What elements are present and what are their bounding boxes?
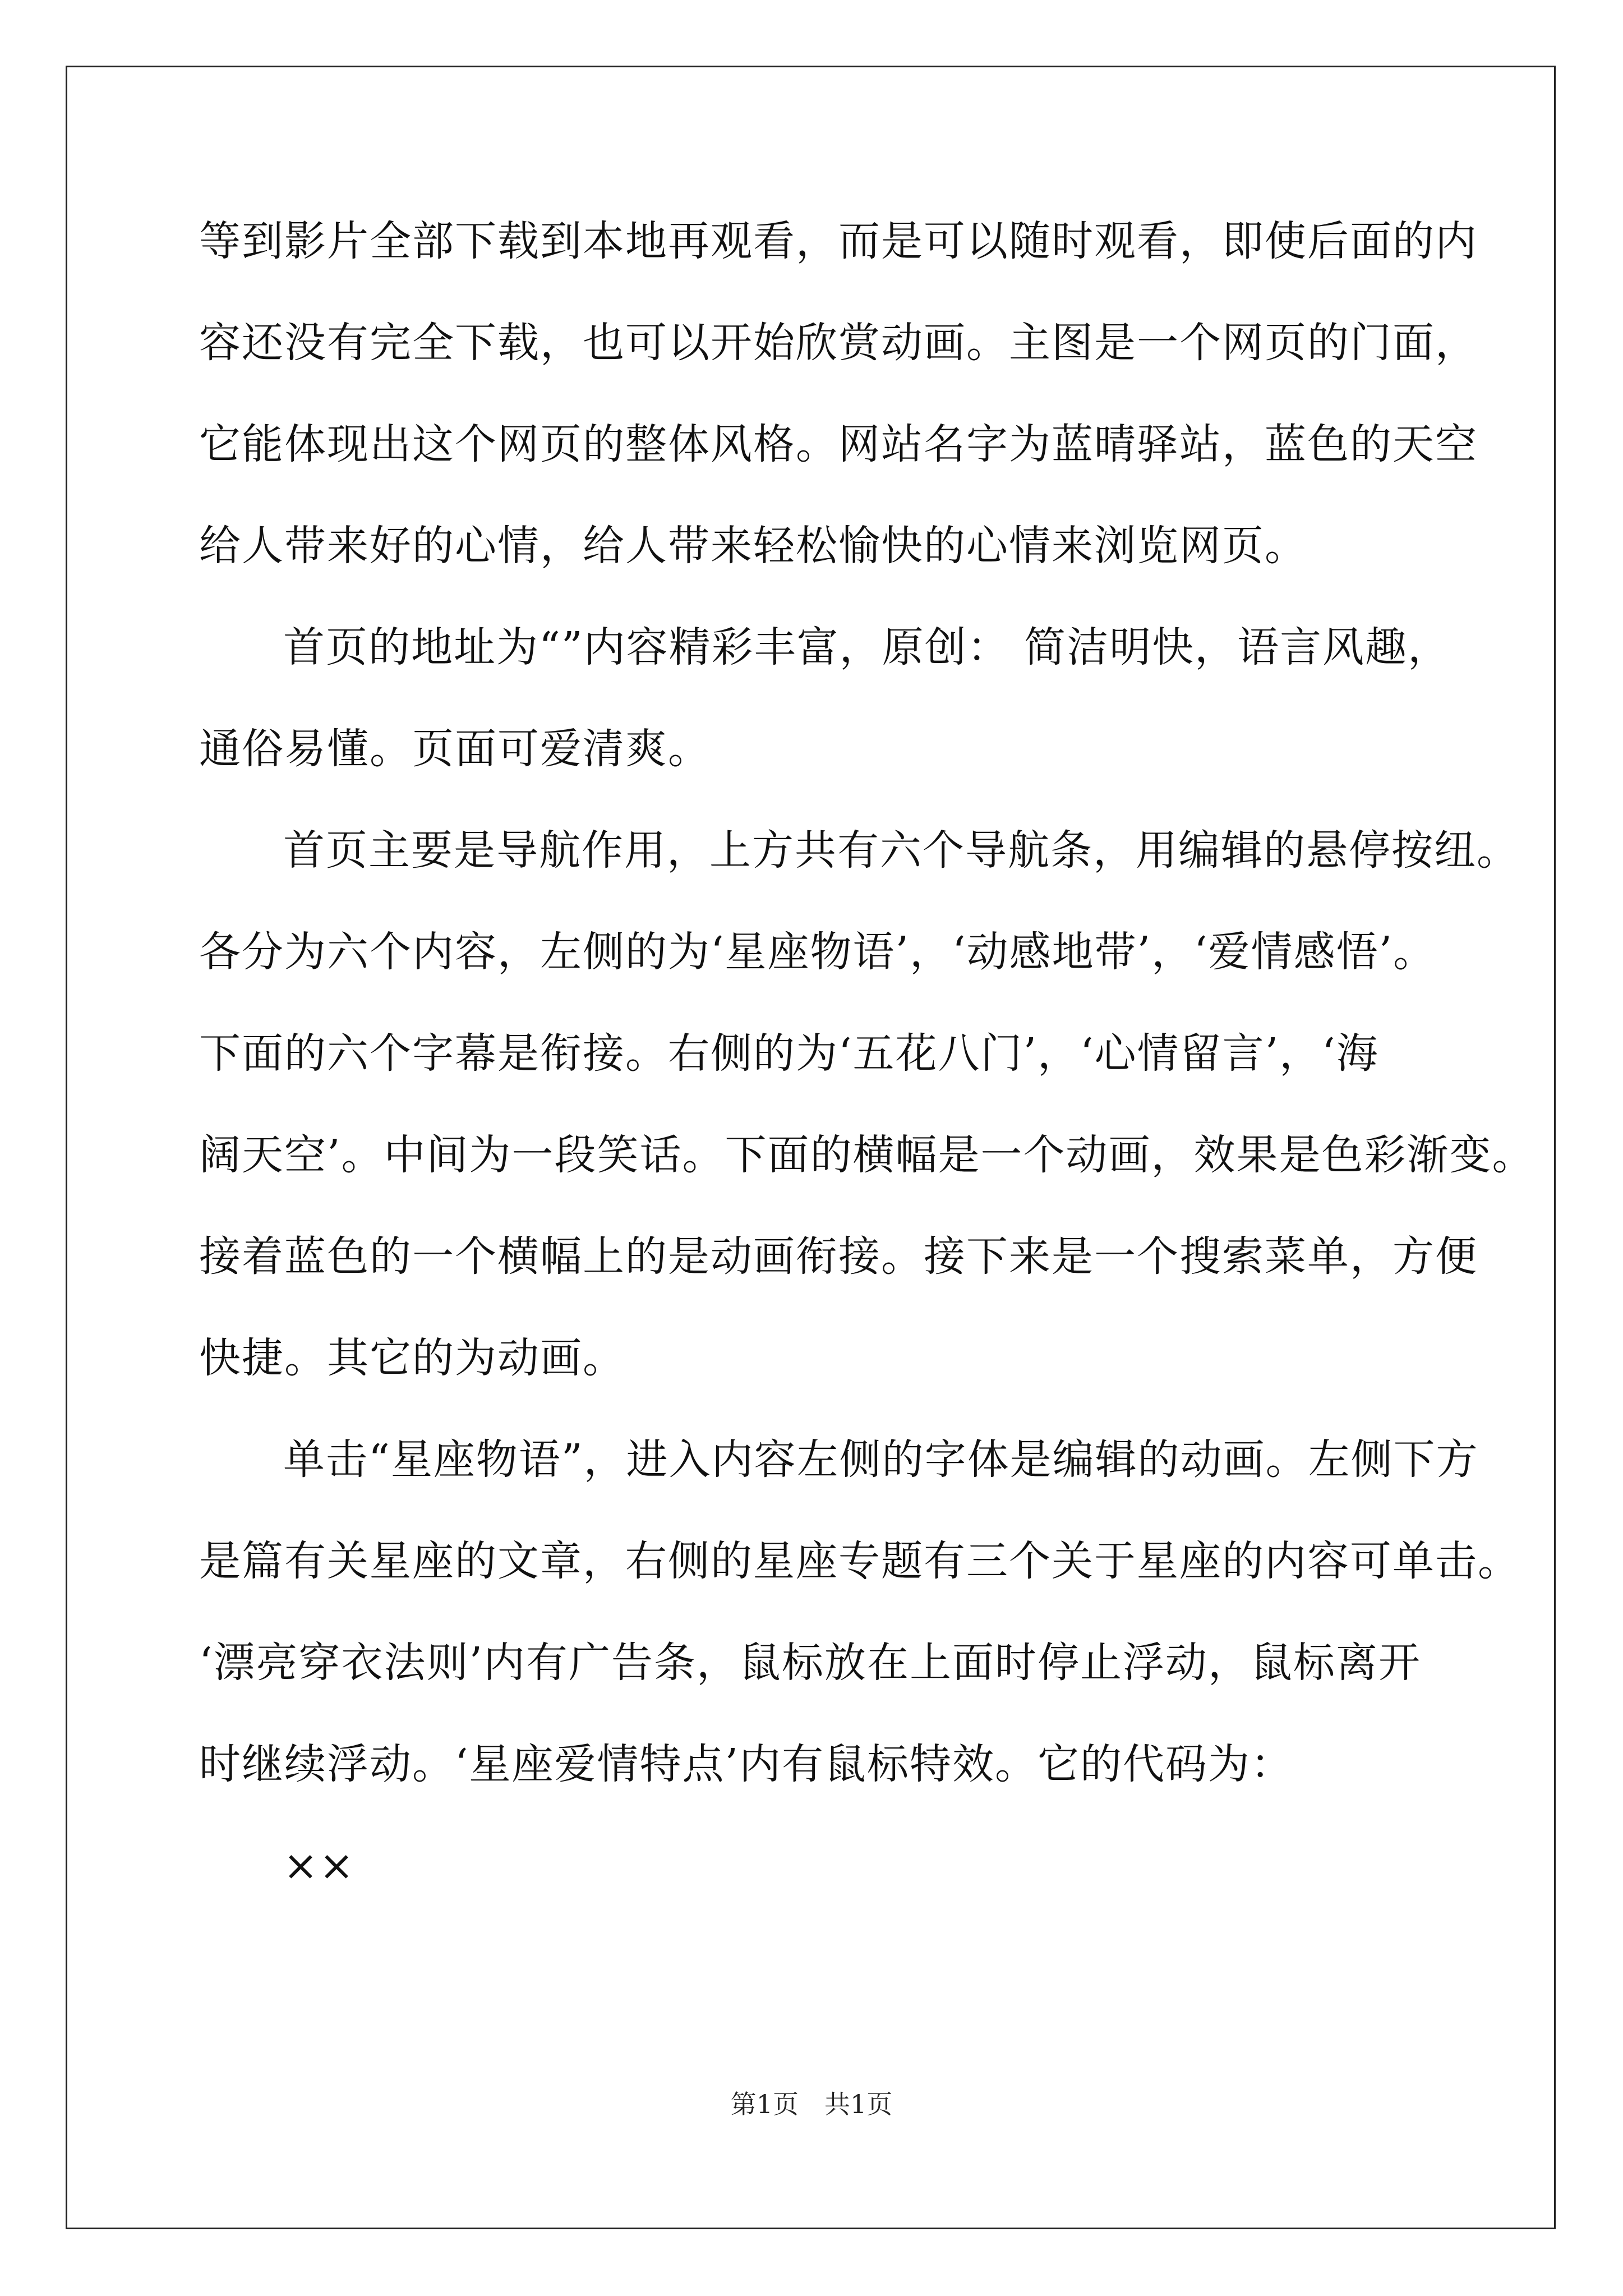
text-line: 快捷。其它的为动画。 bbox=[199, 1334, 625, 1382]
text-line: 等到影片全部下载到本地再观看，而是可以随时观看，即使后面的内 bbox=[199, 217, 1478, 265]
paragraph-start-line: 首页的地址为“”内容精彩丰富，原创： 简洁明快，语言风趣， bbox=[283, 623, 1451, 671]
text-line: 阔天空’。中间为一段笑话。下面的横幅是一个动画，效果是色彩渐变。 bbox=[199, 1131, 1535, 1179]
text-line: 接着蓝色的一个横幅上的是动画衔接。接下来是一个搜索菜单，方便 bbox=[199, 1232, 1478, 1281]
page-footer: 第1页 共1页 bbox=[730, 2089, 893, 2119]
text-line: 容还没有完全下载，也可以开始欣赏动画。主图是一个网页的门面， bbox=[199, 319, 1478, 367]
text-line: 是篇有关星座的文章，右侧的星座专题有三个关于星座的内容可单击。 bbox=[199, 1537, 1520, 1585]
text-line: 它能体现出这个网页的整体风格。网站名字为蓝晴驿站，蓝色的天空 bbox=[199, 420, 1478, 468]
text-line: 各分为六个内容，左侧的为‘星座物语’，‘动感地带’，‘爱情感悟’。 bbox=[199, 928, 1436, 976]
text-line: 给人带来好的心情，给人带来轻松愉快的心情来浏览网页。 bbox=[199, 522, 1307, 570]
document-body bbox=[199, 191, 1535, 1917]
text-line: 下面的六个字幕是衔接。右侧的为‘五花八门’，‘心情留言’，‘海 bbox=[199, 1029, 1379, 1078]
text-line: 时继续浮动。‘星座爱情特点’内有鼠标特效。它的代码为： bbox=[199, 1740, 1294, 1788]
text-line: 通俗易懂。页面可爱清爽。 bbox=[199, 725, 711, 773]
paragraph-start-line: ×× bbox=[283, 1842, 356, 1890]
paragraph-start-line: 单击“星座物语”，进入内容左侧的字体是编辑的动画。左侧下方 bbox=[283, 1435, 1479, 1484]
text-line: ‘漂亮穿衣法则’内有广告条，鼠标放在上面时停止浮动，鼠标离开 bbox=[199, 1639, 1422, 1687]
paragraph-start-line: 首页主要是导航作用，上方共有六个导航条，用编辑的悬停按纽。 bbox=[283, 826, 1519, 875]
